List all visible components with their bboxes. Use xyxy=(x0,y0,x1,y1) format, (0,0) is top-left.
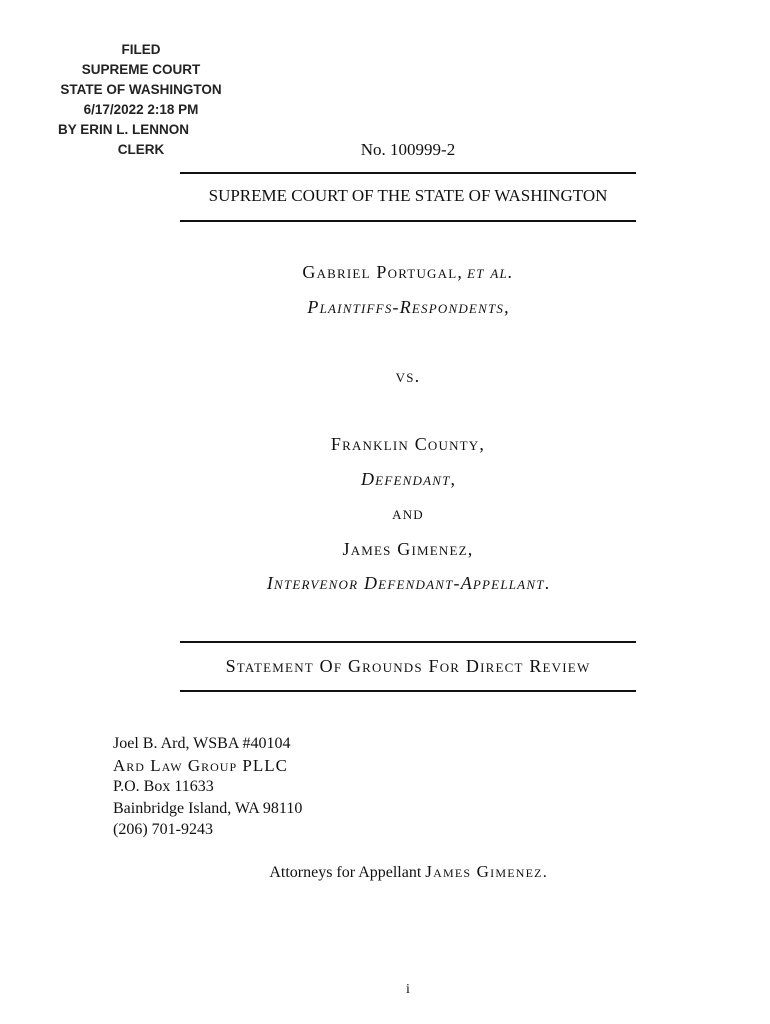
title-bottom-rule xyxy=(180,690,636,692)
stamp-line-clerk: CLERK xyxy=(117,142,165,157)
intervenor-name: James Gimenez, xyxy=(342,539,474,559)
attorney-name: Joel B. Ard, WSBA #40104 xyxy=(113,735,291,752)
stamp-line-court: SUPREME COURT xyxy=(81,62,201,77)
title-top-rule xyxy=(180,641,636,643)
stamp-line-datetime: 6/17/2022 2:18 PM xyxy=(83,102,199,117)
stamp-line-clerk-name: BY ERIN L. LENNON xyxy=(58,122,190,137)
phone: (206) 701-9243 xyxy=(113,821,213,838)
intervenor-role: Intervenor Defendant-Appellant xyxy=(266,573,545,593)
intervenor-line xyxy=(180,539,636,560)
versus-line xyxy=(180,366,636,387)
conjunction-line xyxy=(180,503,636,524)
defendant-role-line xyxy=(180,469,636,490)
plaintiff-name: Gabriel Portugal, xyxy=(302,262,464,282)
stamp-line-state: STATE OF WASHINGTON xyxy=(60,82,222,97)
conjunction: and xyxy=(392,503,424,523)
page-number: i xyxy=(406,982,410,997)
client-name: James Gimenez xyxy=(425,862,543,881)
versus: vs. xyxy=(395,366,421,386)
po-box: P.O. Box 11633 xyxy=(113,778,214,795)
intervenor-role-line xyxy=(180,573,636,594)
defendant-line xyxy=(180,434,636,455)
document-title: Statement Of Grounds For Direct Review xyxy=(225,656,591,676)
plaintiff-line xyxy=(180,262,636,283)
plaintiff-etal: et al. xyxy=(467,262,514,282)
defendant-name: Franklin County, xyxy=(330,434,486,454)
attorney-block xyxy=(113,733,302,841)
intervenor-role-punct: . xyxy=(544,573,550,593)
attorneys-for-prefix: Attorneys for Appellant xyxy=(269,864,426,881)
defendant-role: Defendant xyxy=(360,469,451,489)
plaintiff-role-line xyxy=(180,297,636,318)
top-rule xyxy=(180,172,636,174)
case-number: No. 100999-2 xyxy=(360,140,456,159)
attorneys-for xyxy=(180,862,636,882)
attorneys-for-suffix: . xyxy=(542,864,547,881)
plaintiff-role-punct: , xyxy=(504,297,509,317)
defendant-role-punct: , xyxy=(450,469,456,489)
court-rule xyxy=(180,220,636,222)
law-firm: Ard Law Group PLLC xyxy=(113,755,288,775)
court-name: SUPREME COURT OF THE STATE OF WASHINGTON xyxy=(208,186,608,205)
city-line: Bainbridge Island, WA 98110 xyxy=(113,799,303,817)
stamp-line-filed: FILED xyxy=(121,42,161,57)
plaintiff-role: Plaintiffs-Respondents xyxy=(307,297,505,317)
